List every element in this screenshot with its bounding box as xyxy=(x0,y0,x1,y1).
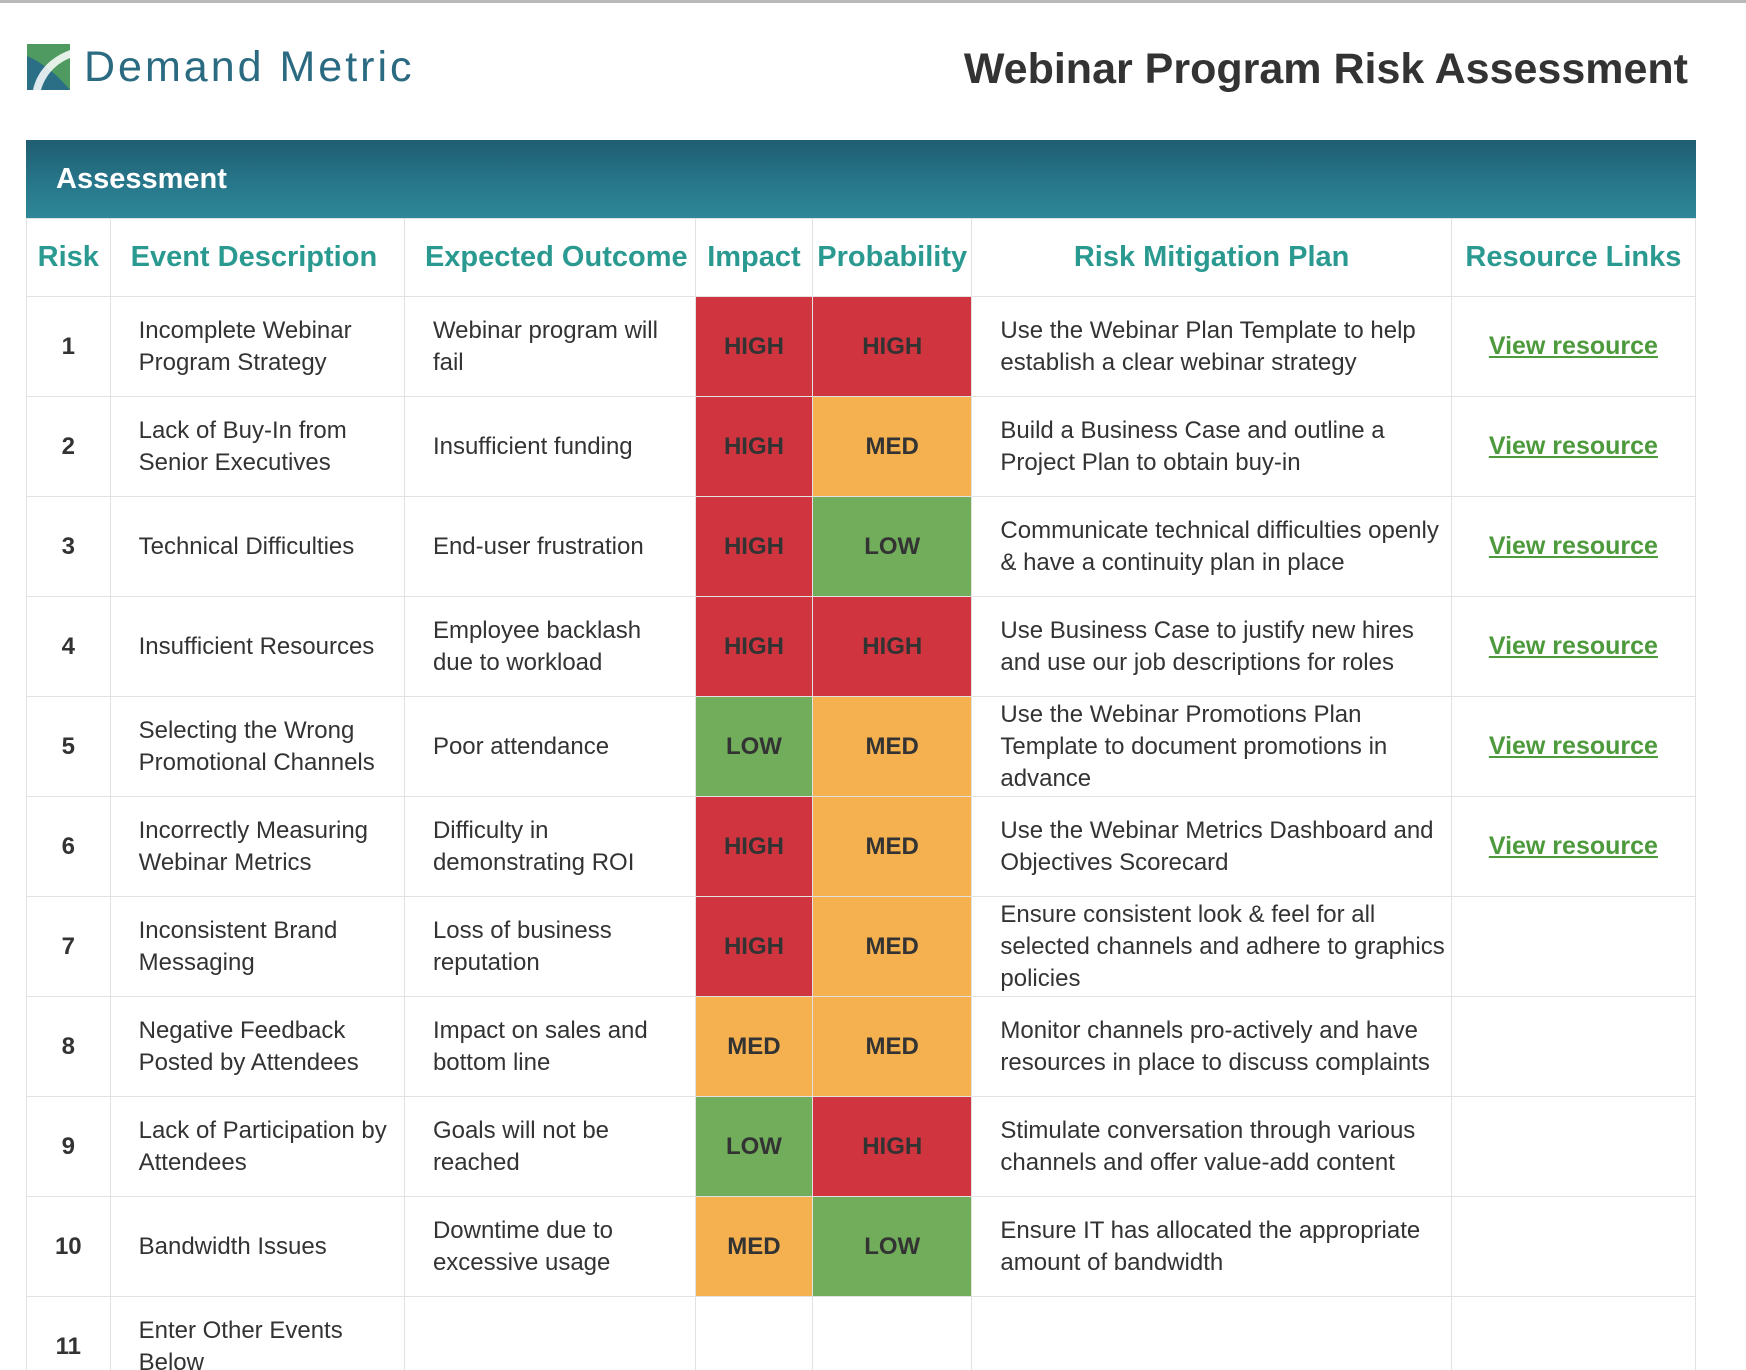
risk-mitigation-plan xyxy=(972,1297,1451,1370)
view-resource-link[interactable]: View resource xyxy=(1488,332,1658,360)
probability-level: LOW xyxy=(812,497,971,597)
column-header-expected-outcome: Expected Outcome xyxy=(404,219,695,297)
view-resource-link[interactable]: View resource xyxy=(1488,632,1658,660)
resource-link-cell xyxy=(1451,297,1695,397)
risk-table xyxy=(26,218,1696,1370)
column-header-risk-mitigation-plan: Risk Mitigation Plan xyxy=(972,219,1451,297)
expected-outcome: Webinar program will fail xyxy=(404,297,695,397)
resource-link-cell xyxy=(1451,1197,1695,1297)
resource-link-cell xyxy=(1451,997,1695,1097)
probability-level: MED xyxy=(812,397,971,497)
probability-level: MED xyxy=(812,897,971,997)
table-row xyxy=(27,997,1696,1097)
impact-level: HIGH xyxy=(695,897,812,997)
risk-number: 4 xyxy=(27,597,111,697)
table-row xyxy=(27,1297,1696,1370)
expected-outcome: Downtime due to excessive usage xyxy=(404,1197,695,1297)
event-description: Selecting the Wrong Promotional Channels xyxy=(110,697,404,797)
view-resource-link[interactable]: View resource xyxy=(1488,432,1658,460)
resource-link-cell xyxy=(1451,497,1695,597)
impact-level xyxy=(695,1297,812,1370)
expected-outcome: Insufficient funding xyxy=(404,397,695,497)
table-row xyxy=(27,797,1696,897)
resource-link-cell xyxy=(1451,897,1695,997)
view-resource-link[interactable]: View resource xyxy=(1488,732,1658,760)
impact-level: LOW xyxy=(695,697,812,797)
risk-number: 7 xyxy=(27,897,111,997)
expected-outcome: Poor attendance xyxy=(404,697,695,797)
resource-link-cell xyxy=(1451,1297,1695,1370)
demand-metric-logo-icon xyxy=(27,44,70,90)
table-row xyxy=(27,497,1696,597)
risk-number: 10 xyxy=(27,1197,111,1297)
risk-mitigation-plan: Stimulate conversation through various channels and offer value-add content xyxy=(972,1097,1451,1197)
table-row xyxy=(27,1097,1696,1197)
probability-level: HIGH xyxy=(812,1097,971,1197)
event-description: Technical Difficulties xyxy=(110,497,404,597)
risk-number: 9 xyxy=(27,1097,111,1197)
table-row xyxy=(27,397,1696,497)
risk-mitigation-plan: Use Business Case to justify new hires and use our job descriptions for roles xyxy=(972,597,1451,697)
event-description: Bandwidth Issues xyxy=(110,1197,404,1297)
risk-mitigation-plan: Ensure consistent look & feel for all selected channels and adhere to graphics policies xyxy=(972,897,1451,997)
expected-outcome: Difficulty in demonstrating ROI xyxy=(404,797,695,897)
column-header-risk: Risk xyxy=(27,219,111,297)
resource-link-cell xyxy=(1451,397,1695,497)
brand-name xyxy=(84,42,415,91)
impact-level: MED xyxy=(695,1197,812,1297)
resource-link-cell xyxy=(1451,1097,1695,1197)
view-resource-link[interactable]: View resource xyxy=(1488,832,1658,860)
brand-name-second: Metric xyxy=(279,42,415,91)
table-row xyxy=(27,1197,1696,1297)
column-header-event-description: Event Description xyxy=(110,219,404,297)
expected-outcome xyxy=(404,1297,695,1370)
impact-level: HIGH xyxy=(695,797,812,897)
probability-level: LOW xyxy=(812,1197,971,1297)
impact-level: MED xyxy=(695,997,812,1097)
risk-number: 6 xyxy=(27,797,111,897)
section-title: Assessment xyxy=(56,162,227,195)
probability-level xyxy=(812,1297,971,1370)
risk-mitigation-plan: Ensure IT has allocated the appropriate amount of bandwidth xyxy=(972,1197,1451,1297)
probability-level: HIGH xyxy=(812,297,971,397)
risk-mitigation-plan: Use the Webinar Metrics Dashboard and Objectives Scorecard xyxy=(972,797,1451,897)
event-description: Lack of Participation by Attendees xyxy=(110,1097,404,1197)
risk-mitigation-plan: Build a Business Case and outline a Project Plan to obtain buy-in xyxy=(972,397,1451,497)
impact-level: HIGH xyxy=(695,497,812,597)
impact-level: HIGH xyxy=(695,397,812,497)
impact-level: HIGH xyxy=(695,297,812,397)
event-description: Incomplete Webinar Program Strategy xyxy=(110,297,404,397)
table-row xyxy=(27,297,1696,397)
probability-level: MED xyxy=(812,997,971,1097)
probability-level: HIGH xyxy=(812,597,971,697)
risk-mitigation-plan: Communicate technical difficulties openly & have a continuity plan in place xyxy=(972,497,1451,597)
event-description: Enter Other Events Below xyxy=(110,1297,404,1370)
expected-outcome: Employee backlash due to workload xyxy=(404,597,695,697)
event-description: Insufficient Resources xyxy=(110,597,404,697)
column-header-resource-links: Resource Links xyxy=(1451,219,1695,297)
risk-number: 1 xyxy=(27,297,111,397)
table-header-row xyxy=(27,219,1696,297)
impact-level: LOW xyxy=(695,1097,812,1197)
brand-name-first: Demand xyxy=(84,42,265,91)
expected-outcome: End-user frustration xyxy=(404,497,695,597)
expected-outcome: Goals will not be reached xyxy=(404,1097,695,1197)
table-row xyxy=(27,897,1696,997)
view-resource-link[interactable]: View resource xyxy=(1488,532,1658,560)
risk-mitigation-plan: Use the Webinar Plan Template to help establish a clear webinar strategy xyxy=(972,297,1451,397)
event-description: Incorrectly Measuring Webinar Metrics xyxy=(110,797,404,897)
risk-mitigation-plan: Use the Webinar Promotions Plan Template to document promotions in advance xyxy=(972,697,1451,797)
event-description: Negative Feedback Posted by Attendees xyxy=(110,997,404,1097)
resource-link-cell xyxy=(1451,697,1695,797)
impact-level: HIGH xyxy=(695,597,812,697)
risk-number: 5 xyxy=(27,697,111,797)
column-header-impact: Impact xyxy=(695,219,812,297)
page-title: Webinar Program Risk Assessment xyxy=(963,45,1688,93)
brand-logo xyxy=(27,42,415,92)
resource-link-cell xyxy=(1451,797,1695,897)
event-description: Inconsistent Brand Messaging xyxy=(110,897,404,997)
event-description: Lack of Buy-In from Senior Executives xyxy=(110,397,404,497)
risk-number: 3 xyxy=(27,497,111,597)
risk-number: 11 xyxy=(27,1297,111,1370)
expected-outcome: Loss of business reputation xyxy=(404,897,695,997)
expected-outcome: Impact on sales and bottom line xyxy=(404,997,695,1097)
probability-level: MED xyxy=(812,697,971,797)
risk-mitigation-plan: Monitor channels pro-actively and have resources in place to discuss complaints xyxy=(972,997,1451,1097)
section-header-band xyxy=(26,140,1696,218)
risk-number: 2 xyxy=(27,397,111,497)
probability-level: MED xyxy=(812,797,971,897)
top-border-line xyxy=(0,0,1746,3)
resource-link-cell xyxy=(1451,597,1695,697)
risk-number: 8 xyxy=(27,997,111,1097)
table-row xyxy=(27,597,1696,697)
column-header-probability: Probability xyxy=(812,219,971,297)
table-row xyxy=(27,697,1696,797)
